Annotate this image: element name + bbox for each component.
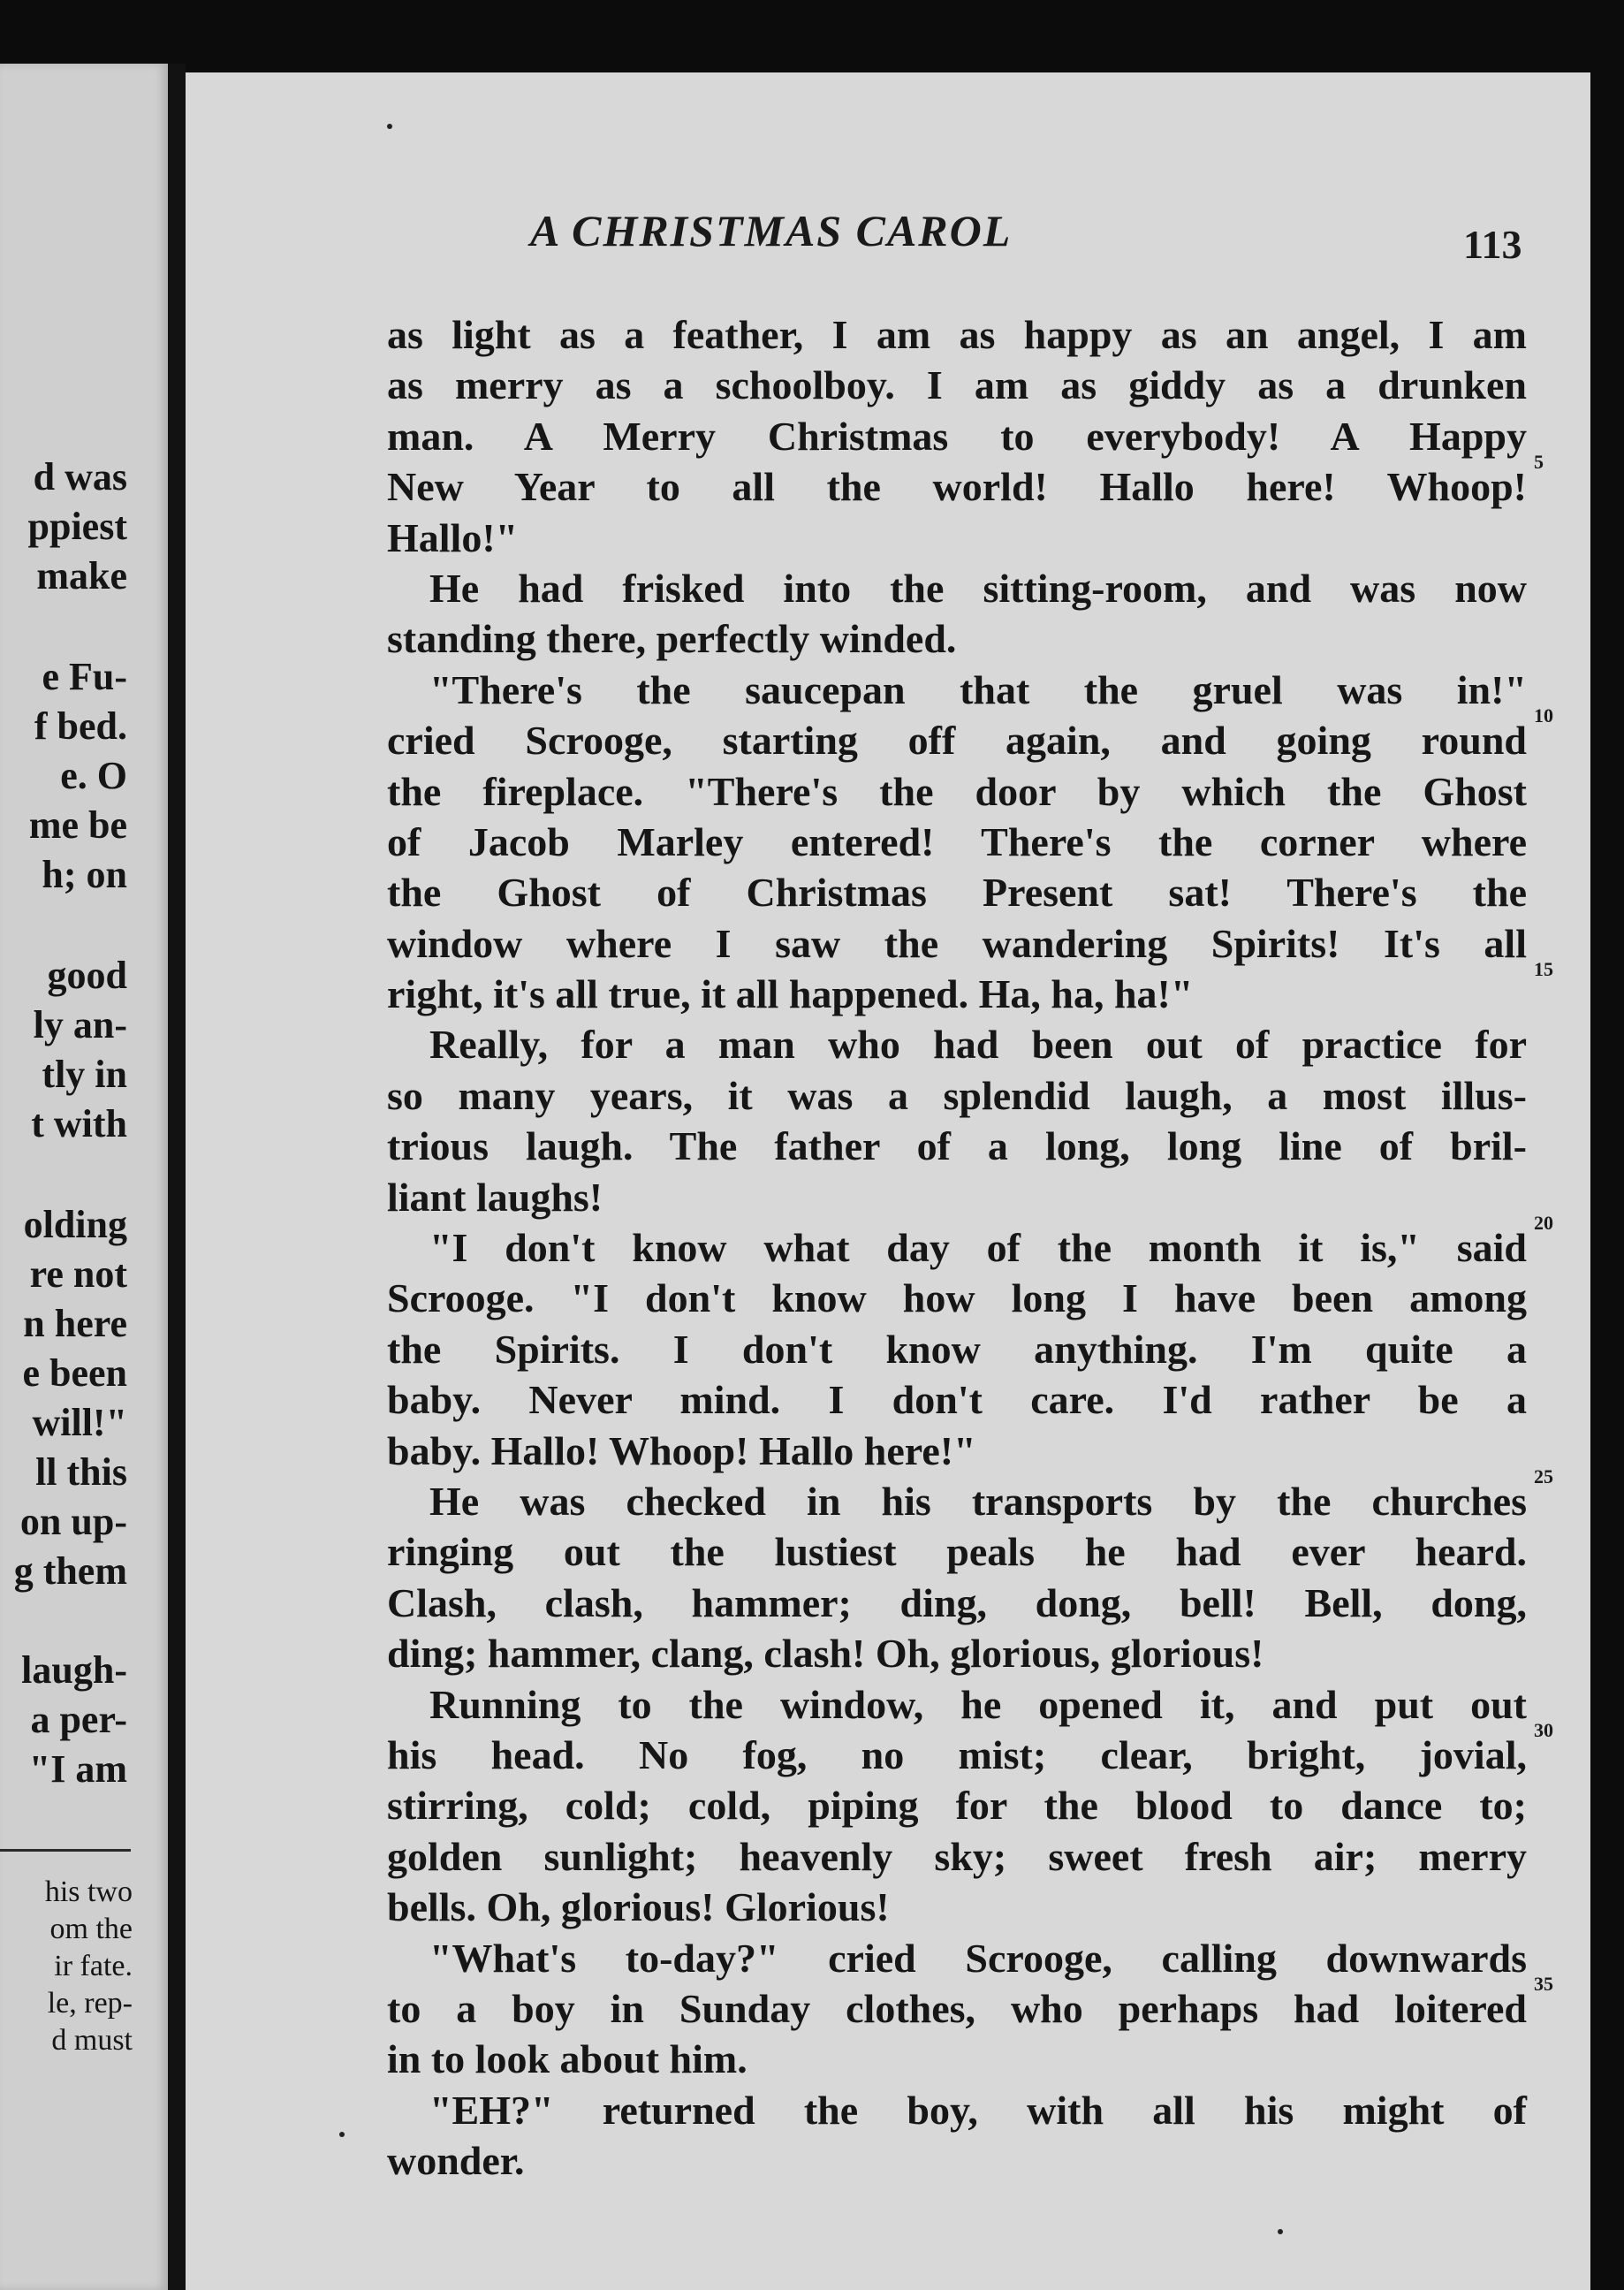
text-line: right, it's all true, it all happened. Ha, ha, ha!" bbox=[387, 971, 1194, 1017]
left-fragment-line: n here bbox=[23, 1302, 127, 1345]
line-number: 15 bbox=[1534, 958, 1553, 980]
left-fragment-line: make bbox=[36, 554, 127, 597]
text-line: in to look about him. bbox=[387, 2036, 747, 2082]
text-line: stirring, cold; cold, piping for the blood to dance to; bbox=[387, 1783, 1527, 1829]
line-number: 25 bbox=[1534, 1465, 1553, 1487]
text-line: "EH?" returned the boy, with all his might of bbox=[429, 2087, 1527, 2133]
left-fragment-line: ll this bbox=[35, 1450, 127, 1494]
text-line: cried Scrooge, starting off again, and going round bbox=[387, 718, 1527, 764]
text-line: his head. No fog, no mist; clear, bright, jovial, bbox=[387, 1731, 1527, 1777]
left-fragment-line: ly an- bbox=[33, 1003, 127, 1046]
text-line: baby. Hallo! Whoop! Hallo here!" bbox=[387, 1427, 976, 1473]
text-line: "What's to-day?" cried Scrooge, calling downwards bbox=[429, 1935, 1527, 1981]
left-page-fragment bbox=[0, 64, 168, 2290]
text-line: Clash, clash, hammer; ding, dong, bell! Bell, dong, bbox=[387, 1579, 1527, 1625]
line-number: 20 bbox=[1534, 1212, 1553, 1234]
left-fragment-line: ppiest bbox=[27, 505, 127, 548]
left-fragment-line: will!" bbox=[32, 1401, 127, 1444]
text-line: "I don't know what day of the month it is," said bbox=[429, 1225, 1527, 1271]
print-speck bbox=[1278, 2229, 1283, 2234]
text-line: baby. Never mind. I don't care. I'd rather be a bbox=[387, 1377, 1527, 1423]
text-line: liant laughs! bbox=[387, 1174, 603, 1220]
left-footnote-line: ir fate. bbox=[54, 1950, 133, 1982]
page-edge-shadow bbox=[1590, 97, 1624, 2290]
line-number: 10 bbox=[1534, 704, 1553, 727]
left-fragment-line: e. O bbox=[60, 754, 127, 797]
left-footnote-line: d must bbox=[51, 2024, 133, 2057]
running-head: A CHRISTMAS CAROL bbox=[530, 206, 1013, 255]
text-line: Really, for a man who had been out of practice for bbox=[429, 1022, 1527, 1068]
text-line: "There's the saucepan that the gruel was in!" bbox=[429, 666, 1527, 712]
left-fragment-line: tly in bbox=[42, 1053, 127, 1096]
left-fragment-line: e been bbox=[22, 1351, 127, 1395]
left-fragment-line: d was bbox=[33, 455, 127, 498]
left-fragment-line: olding bbox=[23, 1203, 127, 1246]
left-fragment-line: f bed. bbox=[34, 704, 127, 748]
left-fragment-line: t with bbox=[31, 1102, 127, 1145]
left-fragment-line: h; on bbox=[42, 853, 127, 896]
text-line: the fireplace. "There's the door by which the Ghost bbox=[387, 768, 1527, 814]
text-line: ringing out the lustiest peals he had ever heard. bbox=[387, 1529, 1527, 1575]
footnote-rule bbox=[0, 1849, 131, 1852]
text-line: He had frisked into the sitting-room, and was now bbox=[429, 565, 1527, 611]
left-footnote-line: om the bbox=[49, 1913, 133, 1945]
body-text bbox=[387, 309, 1527, 2186]
text-line: Running to the window, he opened it, and put out bbox=[429, 1681, 1527, 1727]
text-line: Scrooge. "I don't know how long I have been among bbox=[387, 1275, 1527, 1321]
text-line: Hallo!" bbox=[387, 514, 519, 560]
left-footnote-line: his two bbox=[44, 1875, 133, 1908]
line-number: 30 bbox=[1534, 1719, 1553, 1741]
print-speck bbox=[339, 2132, 345, 2137]
text-line: He was checked in his transports by the churches bbox=[429, 1478, 1527, 1524]
left-fragment-line: on up- bbox=[19, 1500, 127, 1543]
page-number: 113 bbox=[1463, 222, 1522, 267]
left-fragment-line: a per- bbox=[30, 1698, 127, 1741]
print-speck bbox=[387, 124, 392, 129]
left-fragment-line: e Fu- bbox=[42, 655, 127, 698]
left-fragment-line: "I am bbox=[28, 1747, 127, 1791]
book-page bbox=[186, 72, 1590, 2290]
book-gutter bbox=[168, 64, 186, 2290]
text-line: trious laugh. The father of a long, long line of bril- bbox=[387, 1123, 1527, 1169]
line-number: 35 bbox=[1534, 1973, 1553, 1995]
text-line: New Year to all the world! Hallo here! Whoop! bbox=[387, 464, 1527, 510]
text-line: as merry as a schoolboy. I am as giddy as a drunken bbox=[387, 362, 1527, 408]
left-fragment-line: me be bbox=[28, 803, 127, 847]
left-fragment-line: g them bbox=[13, 1549, 127, 1593]
text-line: golden sunlight; heavenly sky; sweet fresh air; merry bbox=[387, 1833, 1527, 1879]
left-fragment-line: laugh- bbox=[21, 1648, 127, 1692]
left-fragment-line: good bbox=[47, 954, 127, 997]
text-line: wonder. bbox=[387, 2138, 525, 2184]
text-line: ding; hammer, clang, clash! Oh, glorious, glorious! bbox=[387, 1631, 1264, 1677]
line-number: 5 bbox=[1534, 451, 1544, 473]
text-line: as light as a feather, I am as happy as an angel, I am bbox=[387, 312, 1527, 357]
text-line: standing there, perfectly winded. bbox=[387, 616, 957, 662]
text-line: the Ghost of Christmas Present sat! There's the bbox=[387, 870, 1527, 916]
left-fragment-line: re not bbox=[29, 1252, 127, 1296]
text-line: bells. Oh, glorious! Glorious! bbox=[387, 1884, 890, 1930]
text-line: of Jacob Marley entered! There's the corner where bbox=[387, 818, 1527, 864]
text-line: man. A Merry Christmas to everybody! A Happy bbox=[387, 413, 1527, 459]
text-line: so many years, it was a splendid laugh, a most illus- bbox=[387, 1072, 1527, 1118]
text-line: window where I saw the wandering Spirits! It's all bbox=[387, 920, 1527, 966]
text-line: to a boy in Sunday clothes, who perhaps had loitered bbox=[387, 1985, 1527, 2031]
left-footnote-line: le, rep- bbox=[47, 1987, 133, 2020]
text-line: the Spirits. I don't know anything. I'm quite a bbox=[387, 1326, 1527, 1372]
